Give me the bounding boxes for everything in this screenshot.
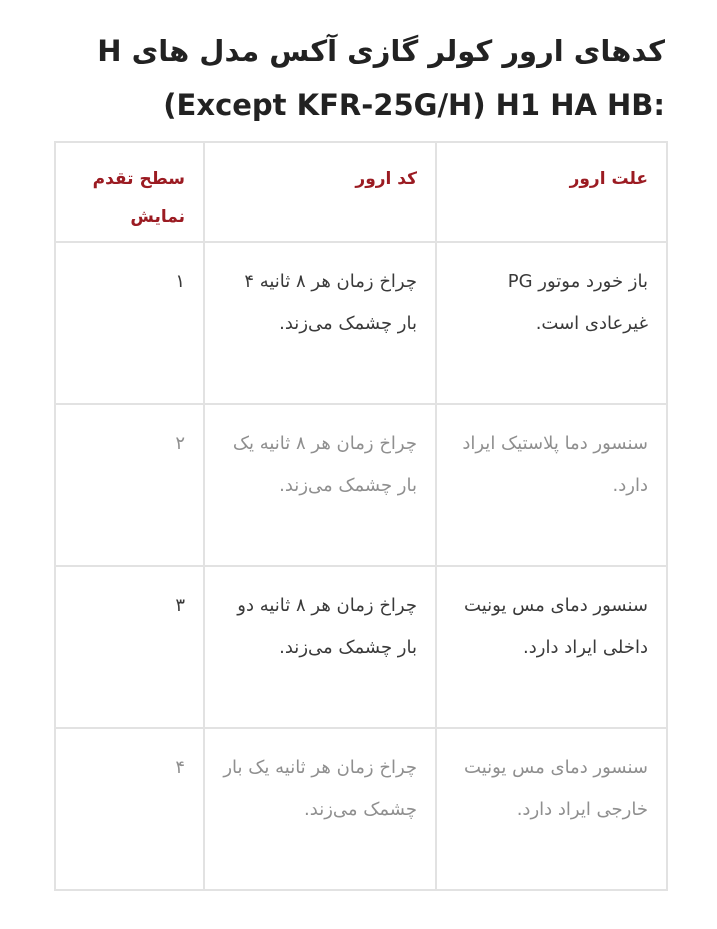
table-row (55, 404, 667, 566)
cell-error-code: چراخ زمان هر ثانیه یک بار چشمک می‌زند. (204, 728, 436, 890)
page-title-line-2: (Except KFR-25G/H) H1 HA HB: (163, 88, 665, 122)
cell-display-priority: ۲ (55, 404, 204, 566)
cell-error-cause: باز خورد موتور PG غیرعادی است. (436, 242, 667, 404)
cell-error-code: چراخ زمان هر ۸ ثانیه دو بار چشمک می‌زند. (204, 566, 436, 728)
table-row (55, 242, 667, 404)
page-title (45, 24, 665, 132)
cell-error-cause: سنسور دما پلاستیک ایراد دارد. (436, 404, 667, 566)
page-title-line-1: کدهای ارور کولر گازی آکس مدل های H (97, 34, 665, 68)
header-display-priority: سطح تقدم نمایش (55, 142, 204, 242)
cell-error-cause: سنسور دمای مس یونیت داخلی ایراد دارد. (436, 566, 667, 728)
cell-display-priority: ۴ (55, 728, 204, 890)
cell-error-code: چراخ زمان هر ۸ ثانیه یک بار چشمک می‌زند. (204, 404, 436, 566)
cell-display-priority: ۳ (55, 566, 204, 728)
error-code-table (54, 141, 668, 891)
cell-display-priority: ۱ (55, 242, 204, 404)
table-row (55, 566, 667, 728)
table-header-row (55, 142, 667, 242)
cell-error-cause: سنسور دمای مس یونیت خارجی ایراد دارد. (436, 728, 667, 890)
header-error-code: کد ارور (204, 142, 436, 242)
header-error-cause: علت ارور (436, 142, 667, 242)
cell-error-code: چراخ زمان هر ۸ ثانیه ۴ بار چشمک می‌زند. (204, 242, 436, 404)
table-row (55, 728, 667, 890)
